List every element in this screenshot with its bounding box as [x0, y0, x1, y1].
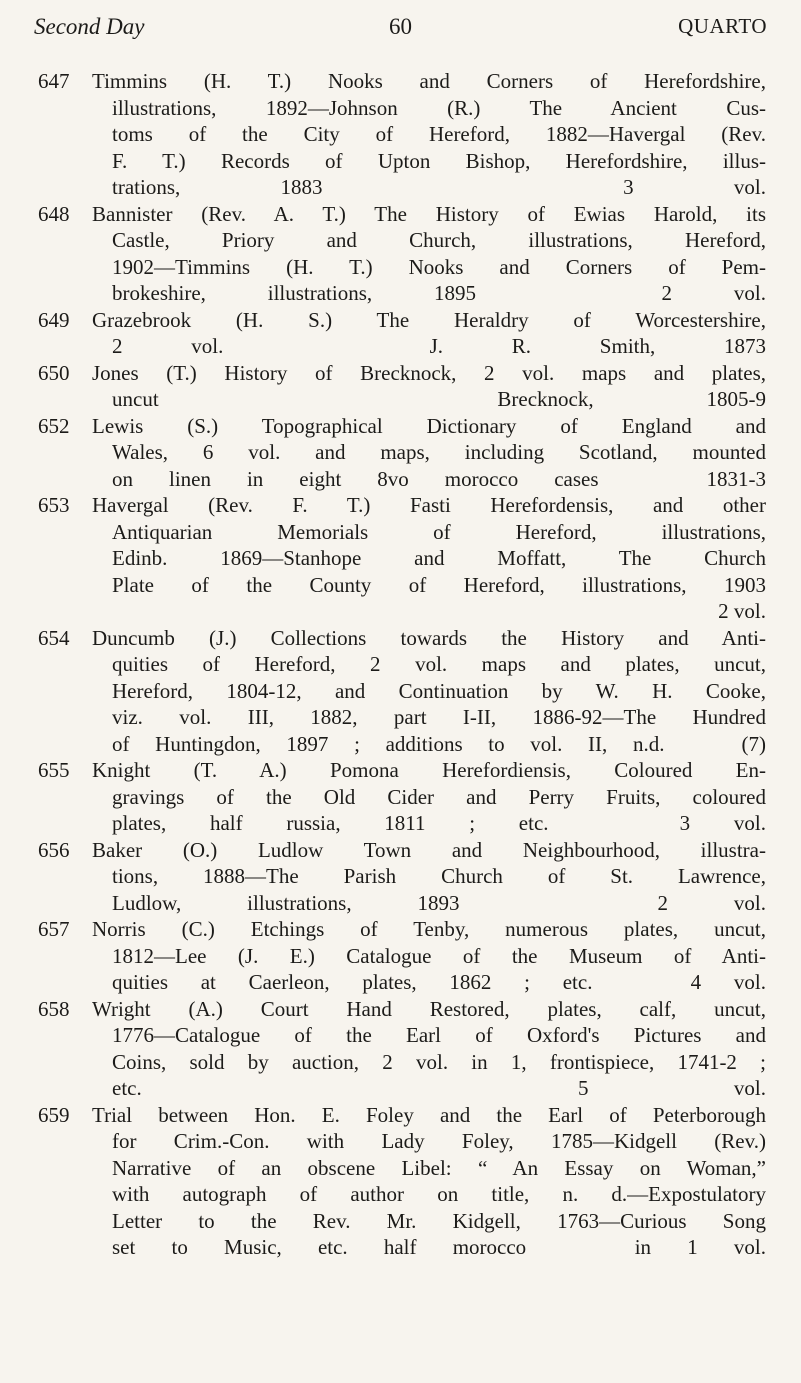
lot-description: [92, 996, 766, 1102]
description-line: Coins, sold by auction, 2 vol. in 1, frontispiece, 1741-2 ;: [112, 1049, 766, 1074]
lot-description: [92, 68, 766, 201]
lot-entry: [38, 413, 766, 493]
description-line: quities at Caerleon, plates, 1862 ; etc. 4 vol.: [112, 970, 766, 994]
running-head: [34, 8, 767, 48]
lot-description: [92, 1102, 766, 1261]
lot-number: 652: [38, 413, 70, 438]
description-line: gravings of the Old Cider and Perry Fruits, coloured: [112, 784, 766, 809]
description-line: Antiquarian Memorials of Hereford, illustrations,: [112, 519, 766, 544]
lot-number: 658: [38, 996, 70, 1021]
description-line: Lewis (S.) Topographical Dictionary of England and: [92, 413, 766, 438]
lot-description: [92, 307, 766, 360]
description-line: brokeshire, illustrations, 1895 2 vol.: [112, 281, 766, 305]
lot-entry: [38, 360, 766, 413]
lot-number: 656: [38, 837, 70, 862]
lot-number: 654: [38, 625, 70, 650]
description-line: Bannister (Rev. A. T.) The History of Ewias Harold, its: [92, 201, 766, 226]
description-line: for Crim.-Con. with Lady Foley, 1785—Kidgell (Rev.): [112, 1129, 766, 1153]
lot-entry: [38, 996, 766, 1102]
description-line: 1812—Lee (J. E.) Catalogue of the Museum of Anti-: [112, 943, 766, 968]
description-line: Letter to the Rev. Mr. Kidgell, 1763—Curious Song: [112, 1208, 766, 1233]
description-line: Havergal (Rev. F. T.) Fasti Herefordensis, and other: [92, 493, 766, 517]
description-line: Knight (T. A.) Pomona Herefordiensis, Coloured En-: [92, 758, 766, 782]
description-line: Baker (O.) Ludlow Town and Neighbourhood, illustra-: [92, 837, 766, 862]
lot-description: [92, 201, 766, 307]
lot-description: [92, 360, 766, 413]
page-number: 60: [389, 14, 412, 39]
lot-number: 655: [38, 758, 70, 782]
lot-number: 657: [38, 917, 70, 941]
description-line: on linen in eight 8vo morocco cases 1831-3: [112, 466, 766, 491]
description-line: tions, 1888—The Parish Church of St. Lawrence,: [112, 864, 766, 888]
description-line: trations, 1883 3 vol.: [112, 175, 766, 199]
description-line: Plate of the County of Hereford, illustrations, 1903: [112, 572, 766, 597]
description-line: illustrations, 1892—Johnson (R.) The Ancient Cus-: [112, 95, 766, 120]
running-head-right: QUARTO: [678, 14, 767, 38]
description-line: of Huntingdon, 1897 ; additions to vol. II, n.d. (7): [112, 731, 766, 756]
description-line: with autograph of author on title, n. d.—Expostulatory: [112, 1182, 766, 1206]
lot-description: [92, 757, 766, 837]
description-line: toms of the City of Hereford, 1882—Havergal (Rev.: [112, 122, 766, 146]
description-line: Jones (T.) History of Brecknock, 2 vol. maps and plates,: [92, 360, 766, 385]
description-line: Duncumb (J.) Collections towards the History and Anti-: [92, 625, 766, 650]
description-line: Narrative of an obscene Libel: “ An Essay on Woman,”: [112, 1155, 766, 1180]
description-line: plates, half russia, 1811 ; etc. 3 vol.: [112, 811, 766, 835]
lot-entry: [38, 625, 766, 758]
description-line: Trial between Hon. E. Foley and the Earl of Peterborough: [92, 1102, 766, 1127]
description-line: uncut Brecknock, 1805-9: [112, 387, 766, 411]
lot-description: [92, 625, 766, 758]
description-line: quities of Hereford, 2 vol. maps and plates, uncut,: [112, 652, 766, 676]
lot-number: 647: [38, 69, 70, 93]
description-line: 2 vol.: [718, 599, 766, 623]
lot-entry: [38, 1102, 766, 1261]
lot-description: [92, 492, 766, 625]
lot-number: 649: [38, 307, 70, 332]
description-line: viz. vol. III, 1882, part I-II, 1886-92—The Hundred: [112, 705, 766, 729]
description-line: F. T.) Records of Upton Bishop, Herefordshire, illus-: [112, 148, 766, 173]
description-line: 1776—Catalogue of the Earl of Oxford's Pictures and: [112, 1023, 766, 1047]
lot-entry: [38, 492, 766, 625]
lot-entry: [38, 307, 766, 360]
lot-entry: [38, 916, 766, 996]
description-line: set to Music, etc. half morocco in 1 vol.: [112, 1235, 766, 1259]
description-line: 2 vol. J. R. Smith, 1873: [112, 334, 766, 358]
lot-number: 650: [38, 360, 70, 385]
lot-number: 653: [38, 493, 70, 517]
running-head-left: Second Day: [34, 14, 145, 39]
description-line: Timmins (H. T.) Nooks and Corners of Herefordshire,: [92, 69, 766, 93]
description-line: Ludlow, illustrations, 1893 2 vol.: [112, 890, 766, 915]
description-line: Norris (C.) Etchings of Tenby, numerous plates, uncut,: [92, 917, 766, 941]
description-line: Hereford, 1804-12, and Continuation by W. H. Cooke,: [112, 678, 766, 703]
description-line: Wales, 6 vol. and maps, including Scotland, mounted: [112, 440, 766, 464]
lot-entry: [38, 837, 766, 917]
description-line: etc. 5 vol.: [112, 1076, 766, 1100]
description-line: Grazebrook (H. S.) The Heraldry of Worcestershire,: [92, 307, 766, 332]
lot-entry: [38, 757, 766, 837]
description-line: Castle, Priory and Church, illustrations, Hereford,: [112, 228, 766, 252]
lot-description: [92, 916, 766, 996]
description-line: 1902—Timmins (H. T.) Nooks and Corners of Pem-: [112, 254, 766, 279]
lot-entry: [38, 68, 766, 201]
description-line: Edinb. 1869—Stanhope and Moffatt, The Church: [112, 546, 766, 570]
lot-number: 659: [38, 1102, 70, 1127]
description-line: Wright (A.) Court Hand Restored, plates, calf, uncut,: [92, 996, 766, 1021]
lot-entry: [38, 201, 766, 307]
lot-list: [38, 68, 766, 1261]
lot-description: [92, 837, 766, 917]
lot-number: 648: [38, 201, 70, 226]
lot-description: [92, 413, 766, 493]
